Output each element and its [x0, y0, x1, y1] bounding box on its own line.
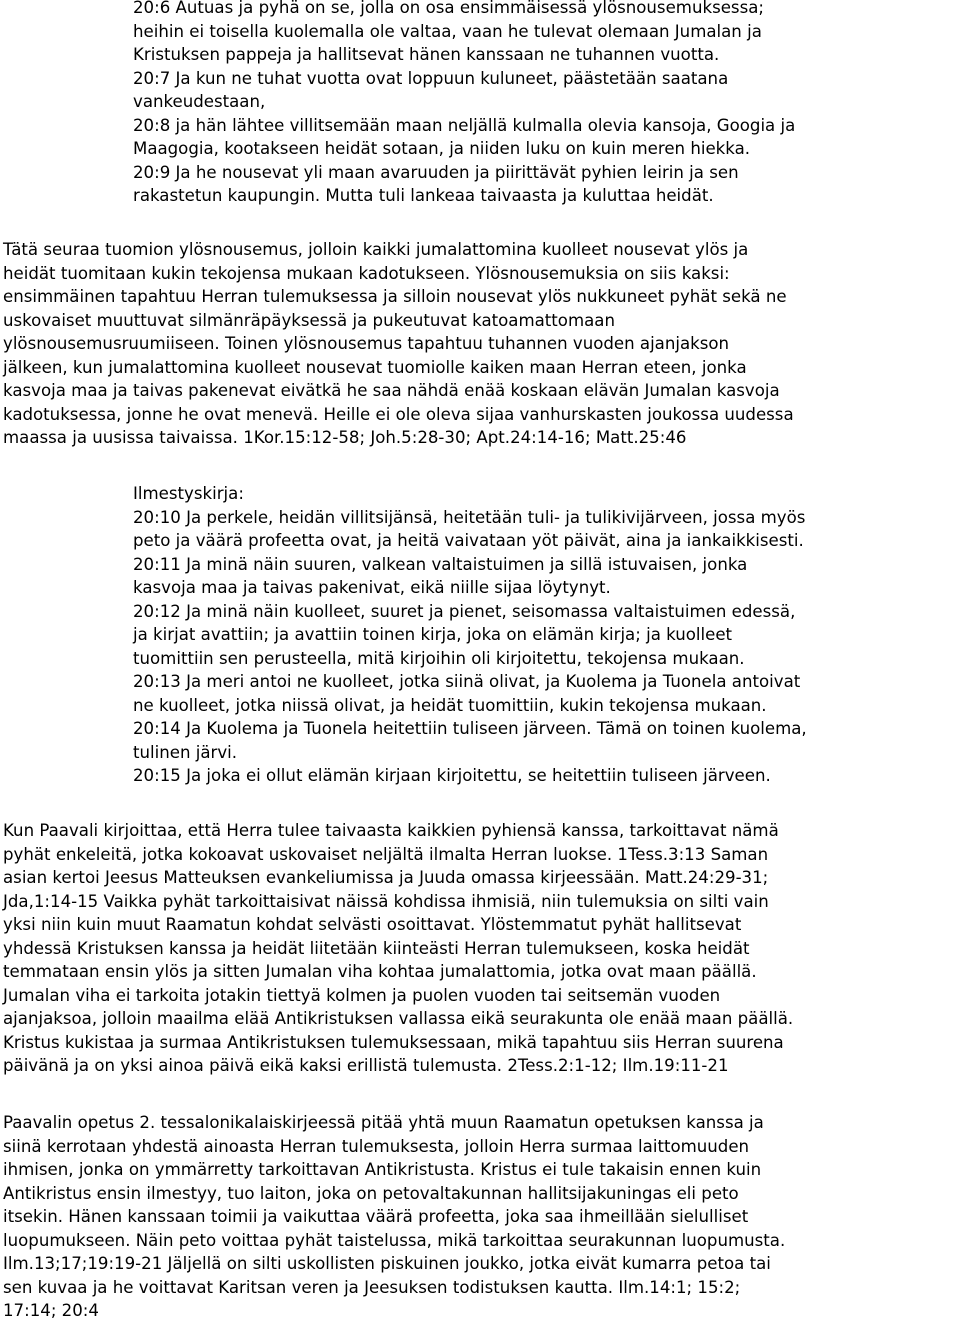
text-line: 20:8 ja hän lähtee villitsemään maan neljällä kulmalla olevia kansoja, Googia ja [133, 115, 796, 135]
quote-revelation-20-10-15 [133, 482, 807, 788]
text-line: päivänä ja on yksi ainoa päivä eikä kaksi erillistä tulemusta. 2Tess.2:1-12; Ilm.19:11-21 [3, 1056, 729, 1075]
text-line: sen kuvaa ja he voittavat Karitsan veren ja Jeesuksen todistuksen kautta. Ilm.14:1; 15:2; [3, 1277, 741, 1297]
text-line: jälkeen, kun jumalattomina kuolleet nousevat tuomiolle kaiken maan Herran eteen, jonka [3, 357, 747, 377]
text-line: temmataan ensin ylös ja sitten Jumalan viha kohtaa jumalattomia, jotka ovat maan päällä. [3, 962, 757, 981]
text-line: heidät tuomitaan kukin tekojensa mukaan kadotukseen. Ylösnousemuksia on siis kaksi: [3, 263, 730, 283]
text-line: Ilm.13;17;19:19-21 Jäljellä on silti uskollisten piskuinen joukko, jotka eivät kumarra petoa tai [3, 1254, 771, 1273]
quote-heading: Ilmestyskirja: [133, 484, 244, 503]
text-line: 20:14 Ja Kuolema ja Tuonela heitettiin tuliseen järveen. Tämä on toinen kuolema, [133, 719, 807, 738]
paragraph-paul-teaching [3, 1111, 785, 1323]
paragraph-paul-coming [3, 819, 793, 1078]
text-line: uskovaiset muuttuvat silmänräpäyksessä ja pukeutuvat katoamattomaan [3, 310, 615, 330]
text-line: Paavalin opetus 2. tessalonikalaiskirjeessä pitää yhtä muun Raamatun opetuksen kanssa ja [3, 1113, 764, 1132]
text-line: Maagogia, kootakseen heidät sotaan, ja niiden luku on kuin meren hiekka. [133, 139, 751, 158]
text-line: peto ja väärä profeetta ovat, ja heitä vaivataan yöt päivät, aina ja iankaikkisesti. [133, 531, 804, 550]
text-line: ajanjaksoa, jolloin maailma elää Antikristuksen vallassa eikä seurakunta ole enää maan päällä. [3, 1009, 794, 1028]
text-line: 20:7 Ja kun ne tuhat vuotta ovat loppuun kuluneet, päästetään saatana [133, 68, 729, 88]
text-line: 20:6 Autuas ja pyhä on se, jolla on osa ensimmäisessä ylösnousemuksessa; [133, 0, 764, 17]
text-line: asian kertoi Jeesus Matteuksen evankeliumissa ja Juuda omassa kirjeessään. Matt.24:29-31; [3, 868, 769, 887]
text-line: Jda,1:14-15 Vaikka pyhät tarkoittaisivat näissä kohdissa ihmisiä, niin tulemuksia on silti vain [3, 891, 769, 911]
text-line: 20:11 Ja minä näin suuren, valkean valtaistuimen ja sillä istuvaisen, jonka [133, 554, 748, 574]
text-line: 20:10 Ja perkele, heidän villitsijänsä, heitetään tuli- ja tulikivijärveen, jossa myös [133, 507, 806, 527]
text-line: vankeudestaan, [133, 92, 266, 111]
text-line: tuomittiin sen perusteella, mitä kirjoihin oli kirjoitettu, tekojensa mukaan. [133, 648, 745, 668]
text-line: yksi niin kuin muut Raamatun kohdat selvästi osoittavat. Ylöstemmatut pyhät hallitsevat [3, 915, 742, 934]
quote-revelation-20-6-9 [133, 0, 795, 208]
text-line: 20:15 Ja joka ei ollut elämän kirjaan kirjoitettu, se heitettiin tuliseen järveen. [133, 766, 771, 785]
text-line: Kristus kukistaa ja surmaa Antikristuksen tulemuksessaan, mikä tapahtuu siis Herran suurena [3, 1032, 784, 1052]
text-line: yhdessä Kristuksen kanssa ja heidät liitetään kiinteästi Herran tulemukseen, koska heidät [3, 938, 750, 958]
text-line: kadotuksessa, jonne he ovat menevä. Heille ei ole oleva sijaa vanhurskasten joukossa uudessa [3, 404, 794, 424]
text-line: ihmisen, jonka on ymmärretty tarkoittavan Antikristusta. Kristus ei tule takaisin ennen kuin [3, 1160, 762, 1179]
paragraph-resurrection [3, 238, 794, 450]
text-line: itsekin. Hänen kanssaan toimii ja vaikuttaa väärä profeetta, joka saa ihmeillään sielulliset [3, 1207, 749, 1226]
text-line: ja kirjat avattiin; ja avattiin toinen kirja, joka on elämän kirja; ja kuolleet [133, 625, 733, 644]
text-line: kasvoja maa ja taivas pakenivat, eikä niille sijaa löytynyt. [133, 578, 611, 597]
text-line: rakastetun kaupungin. Mutta tuli lankeaa taivaasta ja kuluttaa heidät. [133, 186, 714, 205]
text-line: Kristuksen pappeja ja hallitsevat hänen kanssaan ne tuhannen vuotta. [133, 45, 720, 64]
text-line: kasvoja maa ja taivas pakenevat eivätkä he saa nähdä enää koskaan elävän Jumalan kasvoja [3, 381, 780, 400]
text-line: Tätä seuraa tuomion ylösnousemus, jolloin kaikki jumalattomina kuolleet nousevat ylös ja [3, 240, 749, 259]
text-line: pyhät enkeleitä, jotka kokoavat uskovaiset neljältä ilmalta Herran luokse. 1Tess.3:13 Saman [3, 844, 769, 864]
text-line: Kun Paavali kirjoittaa, että Herra tulee taivaasta kaikkien pyhiensä kanssa, tarkoittavat nämä [3, 821, 779, 840]
text-line: ylösnousemusruumiiseen. Toinen ylösnousemus tapahtuu tuhannen vuoden ajanjakson [3, 334, 730, 353]
text-line: maassa ja uusissa taivaissa. 1Kor.15:12-58; Joh.5:28-30; Apt.24:14-16; Matt.25:46 [3, 428, 687, 447]
text-line: 20:13 Ja meri antoi ne kuolleet, jotka siinä olivat, ja Kuolema ja Tuonela antoivat [133, 672, 801, 691]
text-line: 20:9 Ja he nousevat yli maan avaruuden ja piirittävät pyhien leirin ja sen [133, 162, 739, 182]
text-line: 17:14; 20:4 [3, 1301, 99, 1320]
text-line: siinä kerrotaan yhdestä ainoasta Herran tulemuksesta, jolloin Herra surmaa laittomuuden [3, 1136, 750, 1156]
text-line: Antikristus ensin ilmestyy, tuo laiton, joka on petovaltakunnan hallitsijakuningas eli peto [3, 1183, 739, 1203]
text-line: tulinen järvi. [133, 742, 238, 762]
text-line: Jumalan viha ei tarkoita jotakin tiettyä kolmen ja puolen vuoden tai seitsemän vuoden [3, 985, 721, 1005]
text-line: luopumukseen. Näin peto voittaa pyhät taistelussa, mikä tarkoittaa seurakunnan luopumusta. [3, 1230, 786, 1250]
text-line: 20:12 Ja minä näin kuolleet, suuret ja pienet, seisomassa valtaistuimen edessä, [133, 601, 796, 621]
text-line: ne kuolleet, jotka niissä olivat, ja heidät tuomittiin, kukin tekojensa mukaan. [133, 695, 767, 715]
text-line: ensimmäinen tapahtuu Herran tulemuksessa ja silloin nousevat ylös nukkuneet pyhät sekä ne [3, 287, 787, 306]
text-line: heihin ei toisella kuolemalla ole valtaa, vaan he tulevat olemaan Jumalan ja [133, 21, 762, 41]
